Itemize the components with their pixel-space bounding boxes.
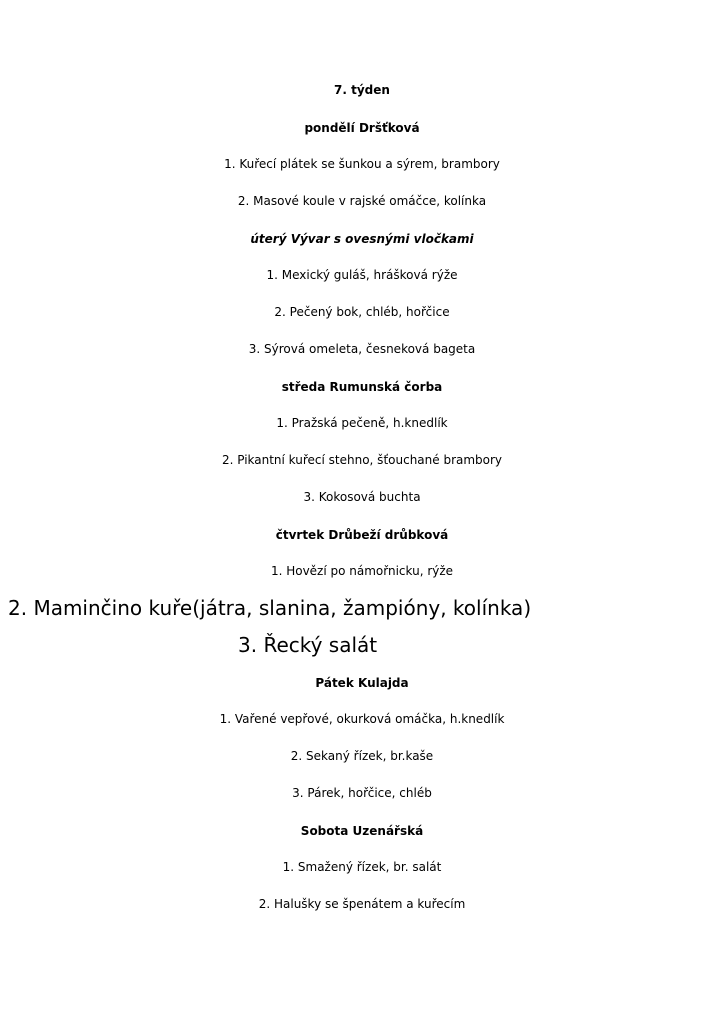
menu-item: 3. Sýrová omeleta, česneková bageta — [248, 342, 476, 356]
menu-item: 2. Maminčino kuře(játra, slanina, žampióny, kolínka) — [8, 596, 532, 620]
day-heading-wednesday: středa Rumunská čorba — [281, 380, 443, 394]
menu-item: 1. Kuřecí plátek se šunkou a sýrem, brambory — [224, 157, 500, 171]
day-heading-thursday: čtvrtek Drůbeží drůbková — [275, 528, 449, 542]
menu-item: 1. Mexický guláš, hrášková rýže — [266, 268, 458, 282]
menu-item: 3. Kokosová buchta — [303, 490, 421, 504]
menu-item: 2. Halušky se špenátem a kuřecím — [258, 897, 466, 911]
menu-item: 1. Vařené vepřové, okurková omáčka, h.knedlík — [219, 712, 505, 726]
day-heading-monday: pondělí Dršťková — [304, 121, 420, 135]
menu-item: 2. Masové koule v rajské omáčce, kolínka — [237, 194, 487, 208]
menu-item: 3. Řecký salát — [238, 633, 378, 657]
day-heading-saturday: Sobota Uzenářská — [300, 824, 424, 838]
day-heading-tuesday: úterý Vývar s ovesnými vločkami — [250, 232, 474, 246]
menu-item: 1. Smažený řízek, br. salát — [282, 860, 442, 874]
menu-item: 1. Pražská pečeně, h.knedlík — [276, 416, 448, 430]
menu-item: 2. Pečený bok, chléb, hořčice — [274, 305, 450, 319]
menu-item: 2. Sekaný řízek, br.kaše — [290, 749, 434, 763]
menu-item: 2. Pikantní kuřecí stehno, šťouchané brambory — [221, 453, 503, 467]
menu-item: 1. Hovězí po námořnicku, rýže — [270, 564, 454, 578]
menu-item: 3. Párek, hořčice, chléb — [292, 786, 432, 800]
day-heading-friday: Pátek Kulajda — [315, 676, 409, 690]
week-title: 7. týden — [334, 83, 390, 97]
